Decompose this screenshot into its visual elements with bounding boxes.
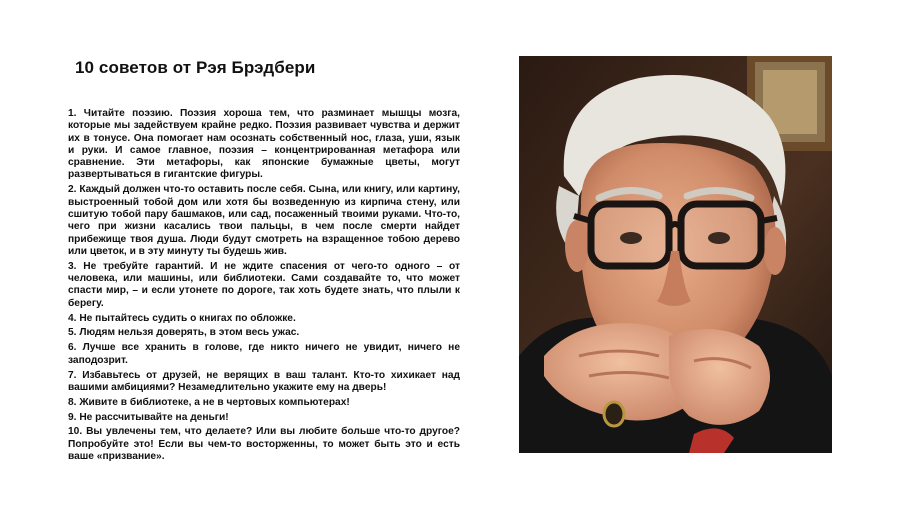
tip-6: 6. Лучше все хранить в голове, где никто ничего не увидит, ничего не заподозрит.	[68, 342, 460, 366]
tip-7: 7. Избавьтесь от друзей, не верящих в ваш талант. Кто-то хихикает над вашими амбициями? Незамедлительно укажите ему на дверь!	[68, 369, 460, 393]
tip-1: 1. Читайте поэзию. Поэзия хороша тем, что разминает мышцы мозга, которые мы задействуем крайне редко. Поэзия развивает чувства и держит их в тонусе. Она помогает нам осознать собственный нос, глаза, уши, язык и руки. И самое главное, поэзия – концентрированная метафора или сравнение. Эти метафоры, как японские бумажные цветы, могут развертываться в гигантские фигуры.	[68, 108, 460, 181]
tip-4: 4. Не пытайтесь судить о книгах по обложке.	[68, 312, 296, 324]
tip-2: 2. Каждый должен что-то оставить после себя. Сына, или книгу, или картину, выстроенный тобой дом или хотя бы возведенную из кирпича стену, или сшитую тобой пару башмаков, или сад, посаженный твоими руками. Что-то, чего при жизни касались твои пальцы, в чем после смерти найдет прибежище твоя душа. Люди будут смотреть на взращенное тобою дерево или цветок, и в эту минуту ты будешь жив.	[68, 184, 460, 257]
tips-list	[68, 108, 460, 466]
tip-8: 8. Живите в библиотеке, а не в чертовых компьютерах!	[68, 396, 350, 408]
tip-3: 3. Не требуйте гарантий. И не ждите спасения от чего-то одного – от человека, или машины, или библиотеки. Сами создавайте то, что может спасти мир, – и если утонете по дороге, так хоть будете знать, что плыли к берегу.	[68, 260, 460, 309]
tip-10: 10. Вы увлечены тем, что делаете? Или вы любите больше что-то другое? Попробуйте это! Если вы чем-то восторженны, то может быть это и есть ваше «призвание».	[68, 426, 460, 463]
tip-9: 9. Не рассчитывайте на деньги!	[68, 411, 229, 423]
tip-5: 5. Людям нельзя доверять, в этом весь ужас.	[68, 327, 300, 339]
author-portrait	[519, 56, 832, 453]
page-title: 10 советов от Рэя Брэдбери	[75, 58, 316, 77]
portrait-illustration	[519, 56, 832, 453]
